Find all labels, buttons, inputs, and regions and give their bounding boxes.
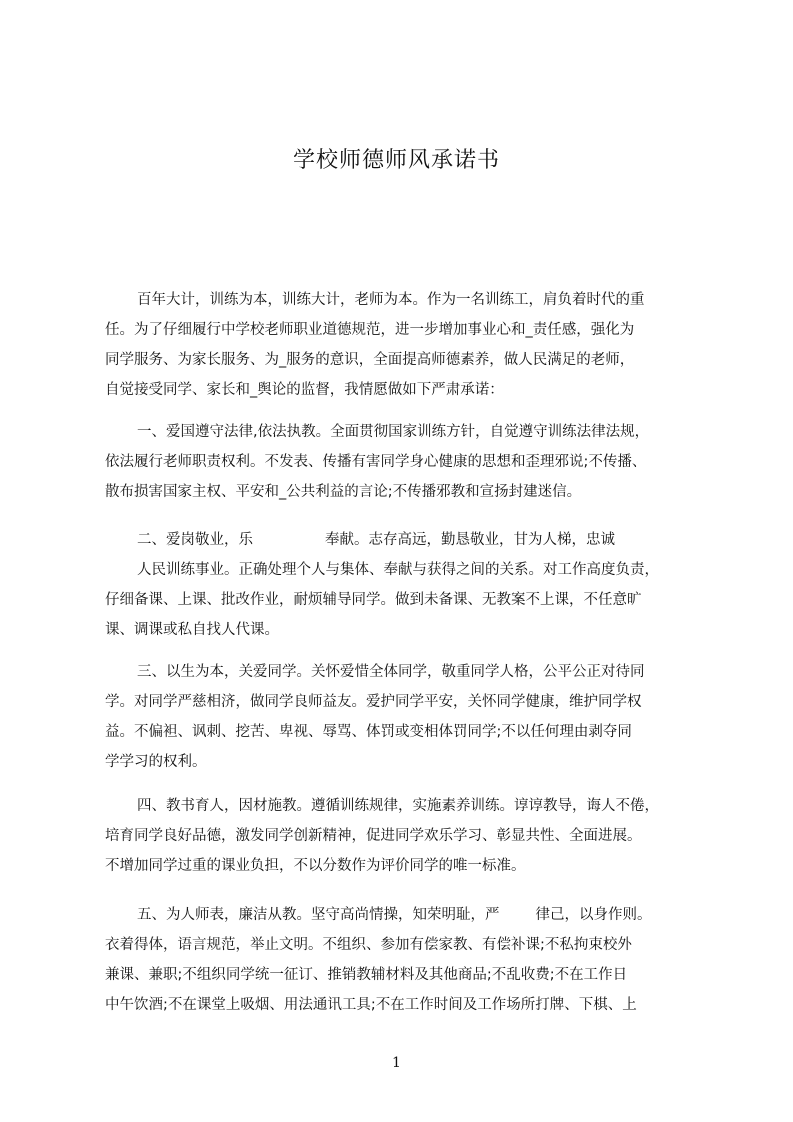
- text-line: 兼课、兼职;不组织同学统一征订、推销教辅材料及其他商品;不乱收费;不在工作日: [105, 967, 628, 983]
- paragraph-item-3: [105, 657, 701, 777]
- paragraph-item-5: [105, 900, 701, 1050]
- text-line: 同学服务、为家长服务、为_服务的意识，全面提高师德素养，做人民满足的老师，: [105, 352, 635, 368]
- text-segment: 二、爱岗敬业，乐: [137, 532, 253, 548]
- text-line: 百年大计，训练为本，训练大计，老师为本。作为一名训练工，肩负着时代的重: [137, 292, 645, 308]
- text-line: [105, 1020, 701, 1050]
- document-title: 学校师德师风承诺书: [292, 148, 500, 173]
- text-line: 中午饮酒;不在课堂上吸烟、用法通讯工具;不在工作时间及工作场所打牌、下棋、上: [105, 997, 637, 1013]
- paragraph-item-1: [105, 417, 701, 507]
- text-line: 仔细备课、上课、批改作业，耐烦辅导同学。做到未备课、无教案不上课，不任意旷: [105, 592, 642, 608]
- text-segment: 律己，以身作则。: [535, 907, 652, 923]
- text-line: 不增加同学过重的课业负担，不以分数作为评价同学的唯一标准。: [105, 858, 526, 874]
- text-line: 散布损害国家主权、平安和_公共利益的言论;不传播邪教和宣扬封建迷信。: [105, 484, 582, 500]
- text-line: 学学习的权利。: [105, 754, 207, 770]
- page-number: 1: [392, 1055, 401, 1071]
- text-line: 衣着得体，语言规范，举止文明。不组织、参加有偿家教、有偿补课;不私拘束校外: [105, 937, 632, 953]
- text-line: 益。不偏袒、讽刺、挖苦、卑视、辱骂、体罚或变相体罚同学;不以任何理由剥夺同: [105, 724, 632, 740]
- paragraph-item-4: [105, 791, 701, 881]
- text-line: 依法履行老师职责权利。不发表、传播有害同学身心健康的思想和歪理邪说;不传播、: [105, 454, 647, 470]
- paragraph-intro: [105, 285, 701, 405]
- text-segment: 奉献。志存高远，勤恳敬业，甘为人梯，忠诚: [325, 532, 615, 548]
- text-line: 人民训练事业。正确处理个人与集体、奉献与获得之间的关系。对工作高度负责，: [137, 562, 659, 578]
- text-line: 任。为了仔细履行中学校老师职业道德规范，进一步增加事业心和_责任感，强化为: [105, 322, 635, 338]
- paragraph-item-2: [105, 525, 701, 645]
- text-line: 一、爱国遵守法律,依法执教。全面贯彻国家训练方针，自觉遵守训练法律法规，: [137, 424, 650, 440]
- text-line: 四、教书育人，因材施教。遵循训练规律，实施素养训练。谆谆教导，诲人不倦，: [137, 798, 659, 814]
- text-line: [105, 525, 701, 555]
- text-line: 三、以生为本，关爱同学。关怀爱惜全体同学，敬重同学人格，公平公正对待同: [137, 664, 645, 680]
- text-line: [105, 900, 701, 930]
- text-line: 学。对同学严慈相济，做同学良师益友。爱护同学平安，关怀同学健康，维护同学权: [105, 694, 642, 710]
- text-line: 培育同学良好品德，激发同学创新精神，促进同学欢乐学习、彰显共性、全面进展。: [105, 828, 642, 844]
- text-line: 课、调课或私自找人代课。: [105, 622, 279, 638]
- text-line: 自觉接受同学、家长和_舆论的监督，我情愿做如下严肃承诺：: [105, 382, 504, 398]
- text-segment: 五、为人师表，廉洁从教。坚守高尚情操，知荣明耻，严: [137, 907, 500, 923]
